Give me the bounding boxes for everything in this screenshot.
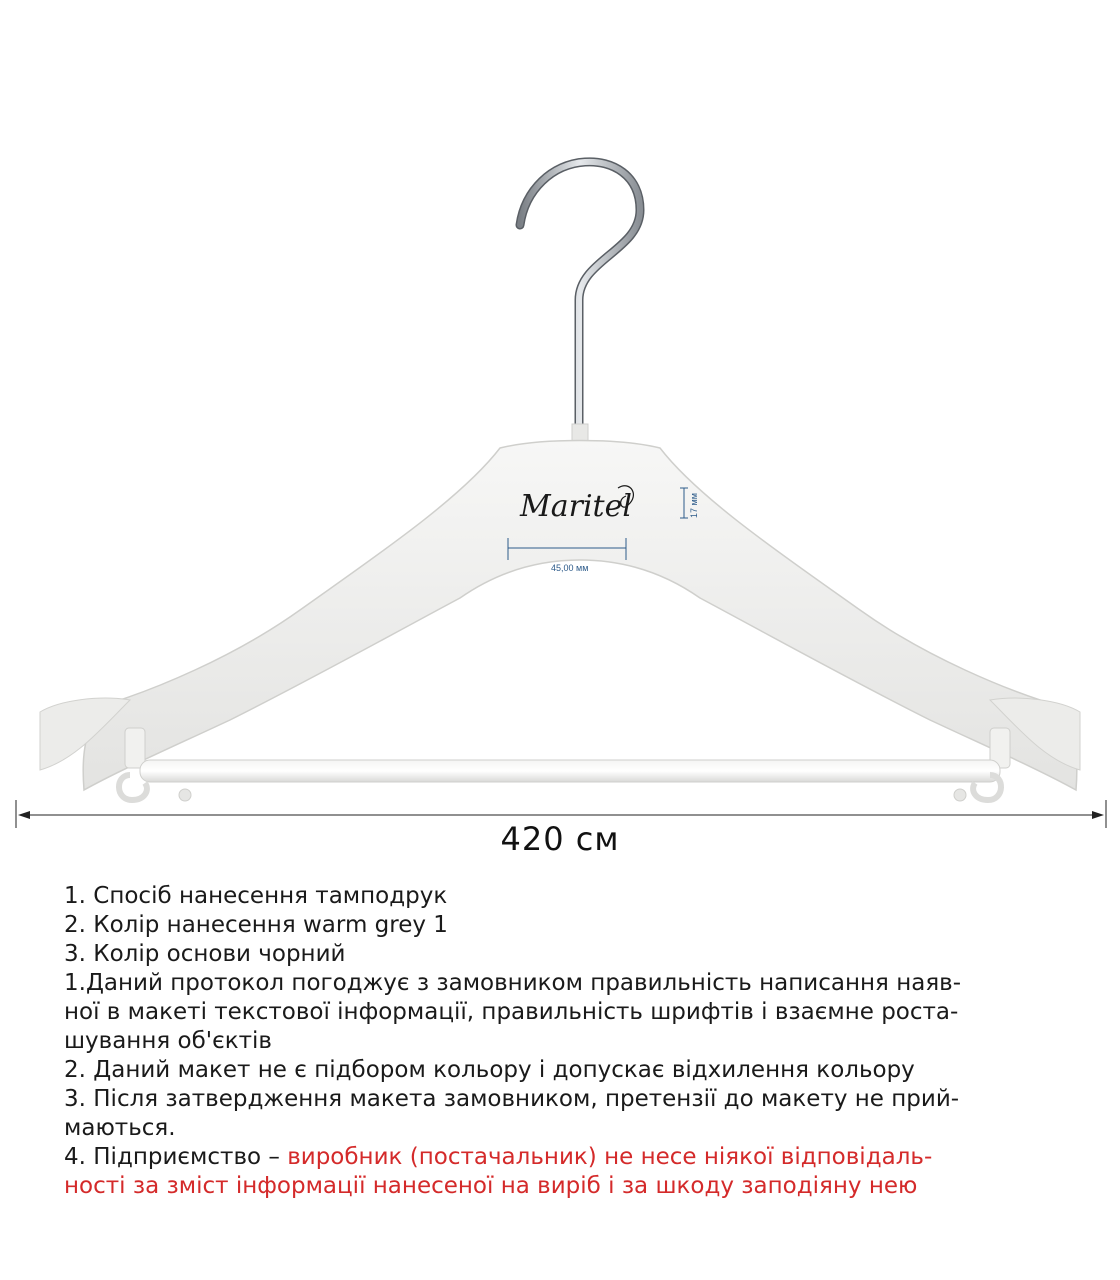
- note-line-7: [64, 1143, 1074, 1172]
- note-line-4c: шування об'єктів: [64, 1028, 272, 1054]
- note-line-6a: 3. Після затвердження макета замовником, претензії до макету не прий-: [64, 1086, 960, 1112]
- logo-width-label: 45,00 мм: [551, 563, 589, 573]
- trouser-bar: [119, 728, 1010, 801]
- note-line-5: 2. Даний макет не є підбором кольору і допускає відхилення кольору: [64, 1057, 915, 1083]
- note-line-2: 2. Колір нанесення warm grey 1: [64, 912, 448, 938]
- note-line-7-prefix: 4. Підприємство –: [64, 1144, 288, 1170]
- logo-height-label: 17 мм: [689, 493, 699, 518]
- note-line-4b: ної в макеті текстової інформації, правильність шрифтів і взаємне роста-: [64, 999, 959, 1025]
- total-width-label: 420 см: [500, 820, 620, 858]
- note-line-4a: 1.Даний протокол погоджує з замовником правильність написання наяв-: [64, 970, 962, 996]
- note-line-6b: маються.: [64, 1115, 176, 1141]
- note-line-8-warning: ності за зміст інформації нанесеної на виріб і за шкоду заподіяну нею: [64, 1173, 918, 1199]
- hook: [520, 162, 640, 444]
- note-line-3: 3. Колір основи чорний: [64, 941, 346, 967]
- svg-text:Maritel: Maritel: [520, 489, 632, 524]
- note-line-7-warning: виробник (постачальник) не несе ніякої відповідаль-: [287, 1144, 933, 1170]
- notes-block: [64, 882, 1074, 1201]
- logo: [519, 486, 633, 524]
- note-line-1: 1. Спосіб нанесення тамподрук: [64, 883, 448, 909]
